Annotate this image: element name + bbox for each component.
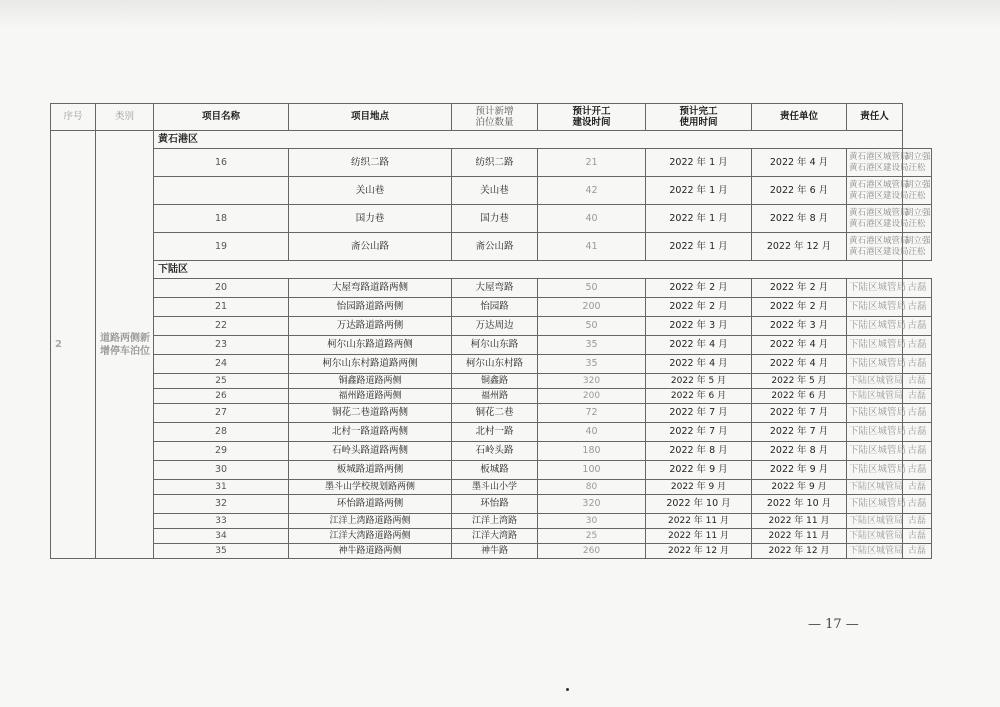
- row-number: 25: [154, 374, 289, 389]
- project-location: 国力巷: [452, 205, 538, 233]
- project-name: 关山巷: [289, 177, 452, 205]
- row-number: 24: [154, 355, 289, 374]
- row-number: 34: [154, 529, 289, 544]
- start-time: 2022 年 4 月: [646, 355, 752, 374]
- header-project-name: 项目名称: [154, 104, 289, 131]
- row-number: 26: [154, 389, 289, 404]
- district-row: [51, 131, 932, 149]
- responsible-person: 古磊: [903, 298, 932, 317]
- project-location: 环怡路: [452, 495, 538, 514]
- project-name: 大屋弯路道路两侧: [289, 279, 452, 298]
- project-location: 石岭头路: [452, 442, 538, 461]
- project-name: 柯尔山东路道路两侧: [289, 336, 452, 355]
- person-line: 汪松: [908, 218, 926, 229]
- berth-count: 80: [538, 480, 646, 495]
- start-time: 2022 年 9 月: [646, 461, 752, 480]
- project-name: 板城路道路两侧: [289, 461, 452, 480]
- project-name: 怡园路道路两侧: [289, 298, 452, 317]
- project-location: 怡园路: [452, 298, 538, 317]
- table-body: [51, 131, 932, 559]
- unit-line: 黄石港区建设局: [849, 246, 909, 257]
- responsible-person: 古磊: [903, 374, 932, 389]
- finish-time: 2022 年 8 月: [752, 205, 847, 233]
- unit-line: 黄石港区城管局: [849, 179, 909, 190]
- responsible-unit: 下陆区城管局: [847, 461, 903, 480]
- finish-time: 2022 年 11 月: [752, 514, 847, 529]
- project-location: 江洋大湾路: [452, 529, 538, 544]
- row-number: 32: [154, 495, 289, 514]
- finish-time: 2022 年 2 月: [752, 279, 847, 298]
- start-time: 2022 年 2 月: [646, 298, 752, 317]
- responsible-unit: 下陆区城管局: [847, 495, 903, 514]
- table-row: [51, 461, 932, 480]
- row-number: 29: [154, 442, 289, 461]
- header-finish-time: 预计完工 使用时间: [646, 104, 752, 131]
- project-location: 铜鑫路: [452, 374, 538, 389]
- responsible-person: 古磊: [903, 336, 932, 355]
- table-row: [51, 514, 932, 529]
- responsible-person: 古磊: [903, 480, 932, 495]
- table-row: [51, 374, 932, 389]
- responsible-unit: 下陆区城管局: [847, 404, 903, 423]
- responsible-unit: [847, 149, 909, 177]
- berth-count: 320: [538, 374, 646, 389]
- finish-time: 2022 年 4 月: [752, 355, 847, 374]
- berth-count: 41: [538, 233, 646, 261]
- project-name: 墨斗山学校规划路两侧: [289, 480, 452, 495]
- row-number: 19: [154, 233, 289, 261]
- start-time: 2022 年 12 月: [646, 544, 752, 559]
- table-row: [51, 442, 932, 461]
- finish-time: 2022 年 5 月: [752, 374, 847, 389]
- unit-line: 黄石港区建设局: [849, 190, 909, 201]
- header-new-berths: 预计新增 泊位数量: [452, 104, 538, 131]
- berth-count: 40: [538, 423, 646, 442]
- table-row: [51, 480, 932, 495]
- table-row: [51, 279, 932, 298]
- responsible-person: 古磊: [903, 442, 932, 461]
- page-number: — 17 —: [808, 617, 859, 632]
- row-number: 23: [154, 336, 289, 355]
- project-location: 铜花二巷: [452, 404, 538, 423]
- responsible-person: 古磊: [903, 544, 932, 559]
- table-row: [51, 205, 932, 233]
- table-row: [51, 404, 932, 423]
- start-time: 2022 年 7 月: [646, 404, 752, 423]
- project-name: 神牛路道路两侧: [289, 544, 452, 559]
- responsible-unit: [847, 205, 909, 233]
- person-line: 胡立强: [905, 207, 931, 218]
- finish-time: 2022 年 10 月: [752, 495, 847, 514]
- row-number: 28: [154, 423, 289, 442]
- responsible-unit: 下陆区城管局: [847, 336, 903, 355]
- project-name: 福州路道路两侧: [289, 389, 452, 404]
- berth-count: 100: [538, 461, 646, 480]
- start-time: 2022 年 6 月: [646, 389, 752, 404]
- district-row: [51, 261, 932, 279]
- project-location: 大屋弯路: [452, 279, 538, 298]
- responsible-unit: 下陆区城管局: [847, 389, 903, 404]
- responsible-person: 古磊: [903, 404, 932, 423]
- header-start-time: 预计开工 建设时间: [538, 104, 646, 131]
- scan-shadow: [0, 0, 1000, 28]
- person-line: 胡立强: [905, 179, 931, 190]
- table-row: [51, 355, 932, 374]
- finish-time: 2022 年 12 月: [752, 544, 847, 559]
- project-location: 板城路: [452, 461, 538, 480]
- project-name: 纺织二路: [289, 149, 452, 177]
- row-number: 16: [154, 149, 289, 177]
- person-line: 胡立强: [905, 235, 931, 246]
- project-location: 神牛路: [452, 544, 538, 559]
- project-location: 纺织二路: [452, 149, 538, 177]
- start-time: 2022 年 11 月: [646, 514, 752, 529]
- row-number: 30: [154, 461, 289, 480]
- project-location: 柯尔山东村路: [452, 355, 538, 374]
- project-location: 墨斗山小学: [452, 480, 538, 495]
- project-name: 铜花二巷道路两侧: [289, 404, 452, 423]
- berth-count: 40: [538, 205, 646, 233]
- project-name: 环怡路道路两侧: [289, 495, 452, 514]
- responsible-unit: 下陆区城管局: [847, 279, 903, 298]
- responsible-person: 古磊: [903, 514, 932, 529]
- person-line: 胡立强: [905, 151, 931, 162]
- responsible-person: 古磊: [903, 389, 932, 404]
- responsible-unit: 下陆区城管局: [847, 374, 903, 389]
- finish-time: 2022 年 9 月: [752, 480, 847, 495]
- header-row: [51, 104, 932, 131]
- row-number: 18: [154, 205, 289, 233]
- table-row: [51, 298, 932, 317]
- project-name: 柯尔山东村路道路两侧: [289, 355, 452, 374]
- finish-time: 2022 年 4 月: [752, 149, 847, 177]
- table-row: [51, 544, 932, 559]
- project-location: 北村一路: [452, 423, 538, 442]
- berth-count: 260: [538, 544, 646, 559]
- finish-time: 2022 年 7 月: [752, 404, 847, 423]
- project-name: 万达路道路两侧: [289, 317, 452, 336]
- berth-count: 50: [538, 317, 646, 336]
- project-name: 国力巷: [289, 205, 452, 233]
- scan-speck: [566, 688, 569, 691]
- project-location: 柯尔山东路: [452, 336, 538, 355]
- project-location: 江洋上湾路: [452, 514, 538, 529]
- responsible-unit: [847, 233, 909, 261]
- berth-count: 50: [538, 279, 646, 298]
- finish-time: 2022 年 11 月: [752, 529, 847, 544]
- responsible-unit: 下陆区城管局: [847, 355, 903, 374]
- berth-count: 200: [538, 298, 646, 317]
- start-time: 2022 年 1 月: [646, 205, 752, 233]
- district-name: 下陆区: [154, 261, 903, 279]
- finish-time: 2022 年 3 月: [752, 317, 847, 336]
- berth-count: 30: [538, 514, 646, 529]
- start-time: 2022 年 9 月: [646, 480, 752, 495]
- responsible-person: 古磊: [903, 423, 932, 442]
- finish-time: 2022 年 12 月: [752, 233, 847, 261]
- berth-count: 35: [538, 336, 646, 355]
- row-number: 31: [154, 480, 289, 495]
- start-time: 2022 年 7 月: [646, 423, 752, 442]
- start-time: 2022 年 11 月: [646, 529, 752, 544]
- unit-line: 黄石港区城管局: [849, 207, 909, 218]
- person-line: 汪松: [908, 162, 926, 173]
- header-category: 类别: [96, 104, 154, 131]
- start-time: 2022 年 8 月: [646, 442, 752, 461]
- finish-time: 2022 年 8 月: [752, 442, 847, 461]
- row-number: 20: [154, 279, 289, 298]
- header-responsible-person: 责任人: [847, 104, 903, 131]
- responsible-unit: 下陆区城管局: [847, 544, 903, 559]
- table-row: [51, 495, 932, 514]
- finish-time: 2022 年 7 月: [752, 423, 847, 442]
- row-number: 35: [154, 544, 289, 559]
- row-number: 22: [154, 317, 289, 336]
- responsible-unit: 下陆区城管局: [847, 442, 903, 461]
- project-location: 万达周边: [452, 317, 538, 336]
- start-time: 2022 年 3 月: [646, 317, 752, 336]
- table-row: [51, 177, 932, 205]
- project-location: 斋公山路: [452, 233, 538, 261]
- responsible-unit: 下陆区城管局: [847, 298, 903, 317]
- project-name: 江洋大湾路道路两侧: [289, 529, 452, 544]
- responsible-unit: 下陆区城管局: [847, 317, 903, 336]
- berth-count: 35: [538, 355, 646, 374]
- person-line: 汪松: [908, 246, 926, 257]
- unit-line: 黄石港区建设局: [849, 218, 909, 229]
- start-time: 2022 年 5 月: [646, 374, 752, 389]
- row-number: 33: [154, 514, 289, 529]
- finish-time: 2022 年 4 月: [752, 336, 847, 355]
- start-time: 2022 年 4 月: [646, 336, 752, 355]
- project-name: 斋公山路: [289, 233, 452, 261]
- project-location: 福州路: [452, 389, 538, 404]
- table-row: [51, 423, 932, 442]
- row-number: 27: [154, 404, 289, 423]
- finish-time: 2022 年 6 月: [752, 177, 847, 205]
- table-row: [51, 317, 932, 336]
- table-row: [51, 389, 932, 404]
- start-time: 2022 年 1 月: [646, 149, 752, 177]
- berth-count: 200: [538, 389, 646, 404]
- berth-count: 25: [538, 529, 646, 544]
- district-name: 黄石港区: [154, 131, 903, 149]
- responsible-person: 古磊: [903, 279, 932, 298]
- person-line: 汪松: [908, 190, 926, 201]
- finish-time: 2022 年 6 月: [752, 389, 847, 404]
- start-time: 2022 年 10 月: [646, 495, 752, 514]
- table-row: [51, 149, 932, 177]
- project-location: 关山巷: [452, 177, 538, 205]
- project-name: 铜鑫路道路两侧: [289, 374, 452, 389]
- berth-count: 72: [538, 404, 646, 423]
- project-name: 北村一路道路两侧: [289, 423, 452, 442]
- header-responsible-unit: 责任单位: [752, 104, 847, 131]
- berth-count: 42: [538, 177, 646, 205]
- responsible-person: 古磊: [903, 355, 932, 374]
- unit-line: 黄石港区城管局: [849, 235, 909, 246]
- responsible-unit: [847, 177, 909, 205]
- start-time: 2022 年 1 月: [646, 233, 752, 261]
- berth-count: 320: [538, 495, 646, 514]
- category-cell: 道路两侧新增停车泊位: [96, 131, 154, 559]
- unit-line: 黄石港区建设局: [849, 162, 909, 173]
- project-table: [50, 103, 932, 559]
- responsible-person: 古磊: [903, 317, 932, 336]
- seq-cell: 2: [51, 131, 96, 559]
- header-seq: 序号: [51, 104, 96, 131]
- project-name: 江洋上湾路道路两侧: [289, 514, 452, 529]
- responsible-unit: 下陆区城管局: [847, 514, 903, 529]
- start-time: 2022 年 2 月: [646, 279, 752, 298]
- row-number: 21: [154, 298, 289, 317]
- table-row: [51, 336, 932, 355]
- responsible-person: 古磊: [903, 495, 932, 514]
- responsible-unit: 下陆区城管局: [847, 423, 903, 442]
- project-name: 石岭头路道路两侧: [289, 442, 452, 461]
- finish-time: 2022 年 9 月: [752, 461, 847, 480]
- header-project-location: 项目地点: [289, 104, 452, 131]
- start-time: 2022 年 1 月: [646, 177, 752, 205]
- berth-count: 21: [538, 149, 646, 177]
- responsible-person: 古磊: [903, 461, 932, 480]
- responsible-person: 古磊: [903, 529, 932, 544]
- table-row: [51, 233, 932, 261]
- table-row: [51, 529, 932, 544]
- responsible-unit: 下陆区城管局: [847, 480, 903, 495]
- responsible-unit: 下陆区城管局: [847, 529, 903, 544]
- row-number: [154, 177, 289, 205]
- finish-time: 2022 年 2 月: [752, 298, 847, 317]
- berth-count: 180: [538, 442, 646, 461]
- unit-line: 黄石港区城管局: [849, 151, 909, 162]
